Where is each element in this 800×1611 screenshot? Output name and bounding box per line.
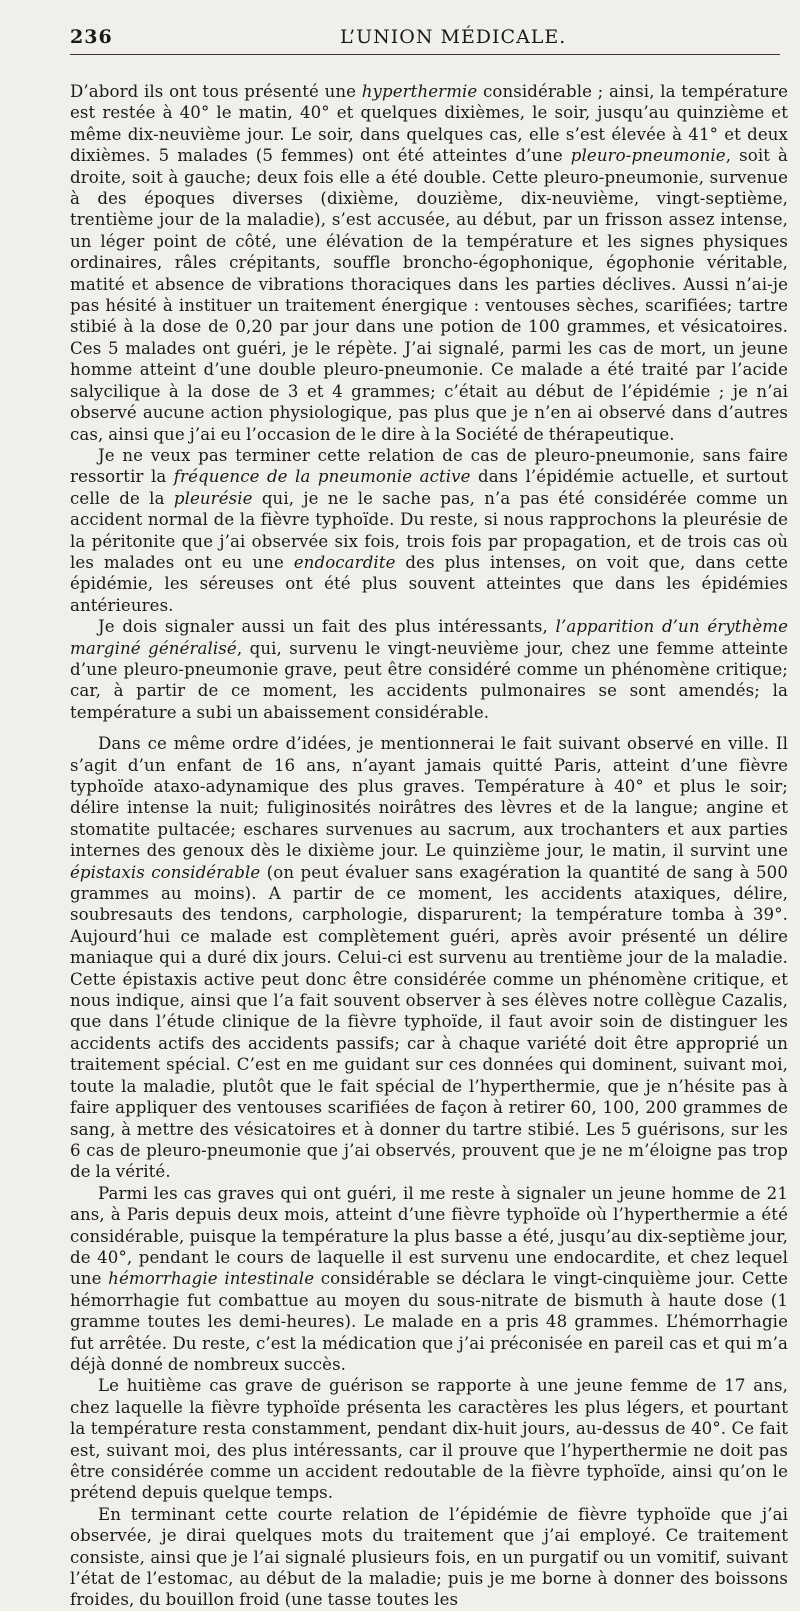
- article-body: [70, 81, 788, 1611]
- italic-phrase: hémorrhagie intestinale: [108, 1269, 315, 1289]
- italic-phrase: l’apparition d’un érythème marginé généralisé: [70, 617, 788, 658]
- paragraph: [70, 616, 788, 723]
- text-run: Je dois signaler aussi un fait des plus intéressants,: [98, 617, 556, 637]
- text-run: Le huitième cas grave de guérison se rapporte à une jeune femme de 17 ans, chez laquelle la fièvre typhoïde présenta les caractères les plus légers, et pourtant la température resta constamment, pendant dix-huit jours, au-dessus de 40°. Ce fait est, suivant moi, des plus intéressants, car il prouve que l’hyperthermie ne doit pas être considérée comme un accident redoutable de la fièvre typhoïde, ainsi qu’on le prétend depuis quelque temps.: [70, 1376, 788, 1503]
- italic-phrase: épistaxis considérable: [70, 862, 261, 882]
- text-run: D’abord ils ont tous présenté une: [70, 82, 362, 101]
- running-head: L’UNION MÉDICALE.: [340, 26, 567, 48]
- text-run: considérable se déclara le vingt-cinquième jour. Cette hémorrhagie fut combattue au moyen du sous-nitrate de bismuth à haute dose (1 gramme toutes les demi-heures). Le malade en a pris 48 grammes. L’hémorrhagie fut arrêtée. Du reste, c’est la médication que j’ai préconisée en pareil cas et qui m’a déjà donné de nombreux succès.: [70, 1269, 788, 1374]
- page-number: 236: [70, 26, 113, 48]
- paragraph: [70, 1504, 788, 1611]
- text-run: dans l’épidémie actuelle, et surtout celle de la: [70, 467, 788, 508]
- text-run: Je ne veux pas terminer cette relation de cas de pleuro-pneumonie, sans faire ressortir la: [70, 445, 788, 487]
- text-run: des plus intenses, on voit que, dans cette épidémie, les séreuses ont été plus souvent atteintes que dans les épidémies antérieures.: [70, 552, 788, 615]
- page-header: [70, 20, 780, 55]
- italic-phrase: pleurésie: [173, 488, 253, 508]
- paragraph: [70, 81, 788, 445]
- text-run: considérable ; ainsi, la température est restée à 40° le matin, 40° et quelques dixièmes, le soir, jusqu’au quinzième et même dix-neuvième jour. Le soir, dans quelques cas, elle s’est élevée à 41° et deux dixièmes. 5 malades (5 femmes) ont été atteintes d’une: [70, 82, 788, 166]
- text-run: Parmi les cas graves qui ont guéri, il me reste à signaler un jeune homme de 21 ans, à Paris depuis deux mois, atteint d’une fièvre typhoïde où l’hyperthermie a été considérable, puisque la température la plus basse a été, jusqu’au dix-septième jour, de 40°, pendant le cours de laquelle il est survenu une endocardite, et chez lequel une: [70, 1183, 788, 1289]
- paragraph: [70, 1183, 788, 1376]
- text-run: , qui, survenu le vingt-neuvième jour, chez une femme atteinte d’une pleuro-pneumonie grave, peut être considéré comme un phénomène critique; car, à partir de ce moment, les accidents pulmonaires se sont amendés; la température a subi un abaissement considérable.: [70, 638, 788, 722]
- text-run: (on peut évaluer sans exagération la quantité de sang à 500 grammes au moins). A partir de ce moment, les accidents ataxiques, délire, soubresauts des tendons, carphologie, disparurent; la température tomba à 39°. Aujourd’hui ce malade est complètement guéri, après avoir présenté un délire maniaque qui a duré dix jours. Celui-ci est survenu au trentième jour de la maladie. Cette épistaxis active peut donc être considérée comme un phénomène critique, et nous indique, ainsi que l’a fait souvent observer à ses élèves notre collègue Cazalis, que dans l’étude clinique de la fièvre typhoïde, il faut avoir soin de distinguer les accidents actifs des accidents passifs; car à chaque variété doit être approprié un traitement spécial. C’est en me guidant sur ces données qui dominent, suivant moi, toute la maladie, plutôt que le fait spécial de l’hyperthermie, que je n’hésite pas à faire appliquer des ventouses scarifiées de façon à retirer 60, 100, 200 grammes de sang, à mettre des vésicatoires et à donner du tartre stibié. Les 5 guérisons, sur les 6 cas de pleuro-pneumonie que j’ai observés, prouvent que je ne m’éloigne pas trop de la vérité.: [70, 862, 788, 1182]
- paragraph: [70, 445, 788, 616]
- italic-phrase: fréquence de la pneumonie active: [173, 467, 471, 487]
- text-run: qui, je ne le sache pas, n’a pas été considérée comme un accident normal de la fièvre typhoïde. Du reste, si nous rapprochons la pleurésie de la péritonite que j’ai observée six fois, trois fois par propagation, et de trois cas où les malades ont eu une: [70, 488, 789, 572]
- italic-phrase: endocardite: [293, 552, 396, 572]
- italic-phrase: hyperthermie: [361, 82, 478, 101]
- italic-phrase: pleuro-pneumonie: [570, 146, 726, 166]
- text-run: , soit à droite, soit à gauche; deux fois elle a été double. Cette pleuro-pneumonie, survenue à des époques diverses (dixième, douzième, dix-neuvième, vingt-septième, trentième jour de la maladie), s’est accusée, au début, par un frisson assez intense, un léger point de côté, une élévation de la température et les signes physiques ordinaires, râles crépitants, souffle broncho-égophonique, égophonie véritable, matité et absence de vibrations thoraciques dans les parties déclives. Aussi n’ai-je pas hésité à instituer un traitement énergique : ventouses sèches, scarifiées; tartre stibié à la dose de 0,20 par jour dans une potion de 100 grammes, et vésicatoires. Ces 5 malades ont guéri, je le répète. J’ai signalé, parmi les cas de mort, un jeune homme atteint d’une double pleuro-pneumonie. Ce malade a été traité par l’acide salycilique à la dose de 3 et 4 grammes; c’était au début de l’épidémie ; je n’ai observé aucune action physiologique, pas plus que je n’en ai observé dans d’autres cas, ainsi que j’ai eu l’occasion de le dire à la Société de thérapeutique.: [70, 146, 788, 444]
- text-run: Dans ce même ordre d’idées, je mentionnerai le fait suivant observé en ville. Il s’agit d’un enfant de 16 ans, n’ayant jamais quitté Paris, atteint d’une fièvre typhoïde ataxo-adynamique des plus graves. Température à 40° et plus le soir; délire intense la nuit; fuliginosités noirâtres des lèvres et de la langue; angine et stomatite pultacée; eschares survenues au sacrum, aux trochanters et aux parties internes des genoux dès le dixième jour. Le quinzième jour, le matin, il survint une: [70, 734, 788, 861]
- paragraph: [70, 733, 788, 1183]
- text-run: En terminant cette courte relation de l’épidémie de fièvre typhoïde que j’ai observée, je dirai quelques mots du traitement que j’ai employé. Ce traitement consiste, ainsi que je l’ai signalé plusieurs fois, en un purgatif ou un vomitif, suivant l’état de l’estomac, au début de la maladie; puis je me borne à donner des boissons froides, du bouillon froid (une tasse toutes les: [70, 1504, 788, 1610]
- paragraph: [70, 1375, 788, 1503]
